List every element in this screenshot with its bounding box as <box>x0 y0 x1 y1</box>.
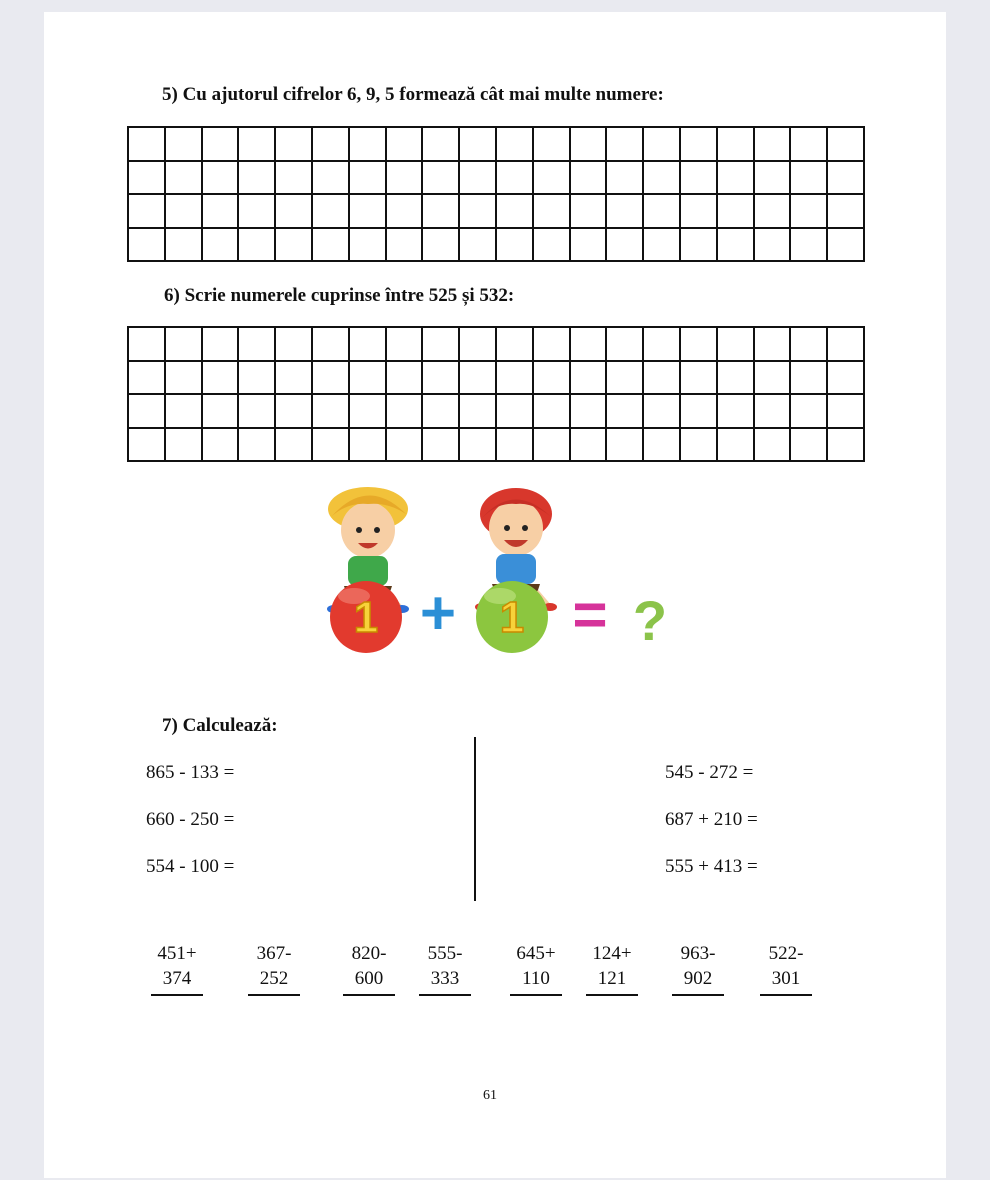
grid-cell <box>165 161 202 195</box>
grid-cell <box>349 327 386 361</box>
column-operation-8 <box>756 941 816 996</box>
grid-cell <box>386 228 423 262</box>
grid-cell <box>202 161 239 195</box>
grid-cell <box>459 394 496 428</box>
grid-cell <box>496 327 533 361</box>
grid-cell <box>717 228 754 262</box>
ball2-digit: 1 <box>499 593 525 642</box>
grid-cell <box>349 394 386 428</box>
grid-cell <box>202 228 239 262</box>
grid-cell <box>606 228 643 262</box>
grid-cell <box>422 327 459 361</box>
column-operation-7 <box>668 941 728 996</box>
grid-cell <box>422 394 459 428</box>
column-operation-6-bottom: 121 <box>597 968 627 989</box>
grid-cell <box>827 228 864 262</box>
column-operation-1-bottom: 374 <box>162 968 192 989</box>
grid-cell <box>165 327 202 361</box>
grid-cell <box>606 194 643 228</box>
grid-cell <box>275 327 312 361</box>
exercise-5-answer-grid <box>127 126 865 262</box>
grid-cell <box>202 127 239 161</box>
right-expression-2: 687 + 210 = <box>665 809 758 830</box>
column-operation-4 <box>415 941 475 996</box>
grid-cell <box>754 327 791 361</box>
grid-cell <box>275 161 312 195</box>
column-operation-2-top: 367- <box>256 943 292 964</box>
grid-cell <box>680 127 717 161</box>
exercise-7-title: 7) Calculează: <box>162 715 278 736</box>
grid-cell <box>275 194 312 228</box>
grid-cell <box>754 228 791 262</box>
grid-cell <box>570 327 607 361</box>
column-operation-6-line <box>586 994 638 996</box>
grid-cell <box>606 394 643 428</box>
grid-cell <box>238 161 275 195</box>
left-expression-1: 865 - 133 = <box>146 762 235 783</box>
grid-cell <box>238 428 275 462</box>
grid-cell <box>717 127 754 161</box>
grid-cell <box>790 327 827 361</box>
column-operation-3-bottom: 600 <box>354 968 384 989</box>
column-operation-1-top: 451+ <box>157 943 197 964</box>
grid-cell <box>827 127 864 161</box>
grid-row <box>128 228 864 262</box>
grid-cell <box>496 428 533 462</box>
grid-cell <box>128 127 165 161</box>
exercise-6-title: 6) Scrie numerele cuprinse între 525 și 532: <box>164 285 515 306</box>
grid-cell <box>643 428 680 462</box>
grid-cell <box>533 327 570 361</box>
grid-cell <box>459 228 496 262</box>
grid-cell <box>827 428 864 462</box>
grid-cell <box>643 194 680 228</box>
grid-cell <box>128 327 165 361</box>
grid-cell <box>312 428 349 462</box>
grid-cell <box>422 228 459 262</box>
grid-cell <box>349 161 386 195</box>
grid-cell <box>717 428 754 462</box>
grid-cell <box>165 428 202 462</box>
column-operation-8-top: 522- <box>768 943 804 964</box>
grid-cell <box>275 428 312 462</box>
grid-cell <box>386 327 423 361</box>
grid-cell <box>422 194 459 228</box>
grid-cell <box>128 361 165 395</box>
grid-cell <box>790 428 827 462</box>
column-operation-7-line <box>672 994 724 996</box>
grid-cell <box>386 394 423 428</box>
grid-cell <box>533 394 570 428</box>
grid-cell <box>128 194 165 228</box>
column-operation-3-line <box>343 994 395 996</box>
grid-cell <box>165 228 202 262</box>
grid-cell <box>754 127 791 161</box>
grid-cell <box>165 394 202 428</box>
grid-cell <box>717 161 754 195</box>
grid-cell <box>496 194 533 228</box>
grid-cell <box>680 327 717 361</box>
column-operation-5 <box>506 941 566 996</box>
column-operation-5-bottom: 110 <box>522 968 550 989</box>
grid-cell <box>533 361 570 395</box>
grid-row <box>128 194 864 228</box>
grid-cell <box>570 228 607 262</box>
grid-cell <box>680 194 717 228</box>
grid-cell <box>202 428 239 462</box>
grid-cell <box>459 327 496 361</box>
grid-cell <box>386 127 423 161</box>
grid-cell <box>386 428 423 462</box>
grid-cell <box>606 428 643 462</box>
grid-cell <box>680 161 717 195</box>
grid-cell <box>790 394 827 428</box>
grid-cell <box>754 394 791 428</box>
grid-cell <box>680 394 717 428</box>
grid-cell <box>827 194 864 228</box>
grid-cell <box>680 428 717 462</box>
grid-cell <box>606 161 643 195</box>
grid-cell <box>312 194 349 228</box>
page-number: 61 <box>483 1088 497 1103</box>
plus-sign-icon: + <box>419 579 457 648</box>
grid-cell <box>128 161 165 195</box>
column-operation-3-top: 820- <box>351 943 387 964</box>
column-operation-2-bottom: 252 <box>259 968 289 989</box>
column-operation-4-bottom: 333 <box>430 968 460 989</box>
left-expression-2: 660 - 250 = <box>146 809 235 830</box>
column-operation-7-bottom: 902 <box>683 968 713 989</box>
column-divider <box>474 737 476 901</box>
grid-cell <box>349 194 386 228</box>
grid-cell <box>459 161 496 195</box>
grid-cell <box>422 161 459 195</box>
grid-cell <box>422 428 459 462</box>
column-operation-5-top: 645+ <box>516 943 556 964</box>
grid-cell <box>717 361 754 395</box>
column-operation-6 <box>582 941 642 996</box>
grid-cell <box>643 327 680 361</box>
grid-cell <box>165 127 202 161</box>
grid-cell <box>570 161 607 195</box>
grid-cell <box>717 327 754 361</box>
grid-cell <box>459 428 496 462</box>
grid-cell <box>275 228 312 262</box>
ball1-digit: 1 <box>353 593 379 642</box>
column-operation-8-bottom: 301 <box>771 968 801 989</box>
grid-cell <box>717 194 754 228</box>
grid-cell <box>275 361 312 395</box>
grid-cell <box>422 361 459 395</box>
column-operation-4-top: 555- <box>427 943 463 964</box>
grid-cell <box>128 228 165 262</box>
grid-cell <box>533 127 570 161</box>
exercise-6-answer-grid <box>127 326 865 462</box>
grid-cell <box>459 361 496 395</box>
column-operation-7-top: 963- <box>680 943 716 964</box>
grid-cell <box>165 361 202 395</box>
column-operation-2 <box>244 941 304 996</box>
grid-cell <box>643 228 680 262</box>
grid-cell <box>128 394 165 428</box>
grid-cell <box>643 161 680 195</box>
grid-cell <box>643 361 680 395</box>
grid-cell <box>312 228 349 262</box>
grid-cell <box>202 361 239 395</box>
grid-cell <box>349 228 386 262</box>
grid-cell <box>202 194 239 228</box>
grid-cell <box>312 361 349 395</box>
grid-row <box>128 161 864 195</box>
grid-cell <box>570 428 607 462</box>
grid-cell <box>570 194 607 228</box>
right-expression-1: 545 - 272 = <box>665 762 754 783</box>
grid-cell <box>349 127 386 161</box>
grid-cell <box>754 161 791 195</box>
grid-cell <box>606 127 643 161</box>
column-operation-3 <box>339 941 399 996</box>
grid-cell <box>827 327 864 361</box>
grid-row <box>128 327 864 361</box>
grid-cell <box>165 194 202 228</box>
grid-cell <box>496 228 533 262</box>
grid-cell <box>717 394 754 428</box>
grid-cell <box>128 428 165 462</box>
grid-cell <box>349 428 386 462</box>
question-mark-icon: ? <box>632 589 668 652</box>
grid-row <box>128 361 864 395</box>
column-operation-6-top: 124+ <box>592 943 632 964</box>
grid-cell <box>496 127 533 161</box>
left-expression-3: 554 - 100 = <box>146 856 235 877</box>
grid-cell <box>790 127 827 161</box>
grid-cell <box>643 127 680 161</box>
grid-cell <box>533 161 570 195</box>
grid-cell <box>570 127 607 161</box>
grid-cell <box>238 394 275 428</box>
grid-cell <box>570 361 607 395</box>
grid-cell <box>312 327 349 361</box>
grid-row <box>128 394 864 428</box>
grid-cell <box>680 228 717 262</box>
kids-addition-illustration <box>318 482 678 657</box>
grid-cell <box>790 361 827 395</box>
grid-cell <box>275 127 312 161</box>
grid-cell <box>275 394 312 428</box>
grid-cell <box>496 394 533 428</box>
grid-cell <box>312 394 349 428</box>
grid-cell <box>827 394 864 428</box>
grid-cell <box>238 228 275 262</box>
grid-cell <box>533 428 570 462</box>
grid-cell <box>533 194 570 228</box>
column-operation-5-line <box>510 994 562 996</box>
grid-cell <box>680 361 717 395</box>
grid-cell <box>238 194 275 228</box>
grid-cell <box>459 194 496 228</box>
column-operation-1 <box>147 941 207 996</box>
grid-cell <box>570 394 607 428</box>
grid-cell <box>533 228 570 262</box>
column-operation-4-line <box>419 994 471 996</box>
grid-row <box>128 127 864 161</box>
exercise-5-title: 5) Cu ajutorul cifrelor 6, 9, 5 formează cât mai multe numere: <box>162 84 664 105</box>
grid-cell <box>754 428 791 462</box>
grid-row <box>128 428 864 462</box>
grid-cell <box>238 127 275 161</box>
grid-cell <box>312 161 349 195</box>
grid-cell <box>790 161 827 195</box>
grid-cell <box>827 161 864 195</box>
grid-cell <box>386 361 423 395</box>
grid-cell <box>386 161 423 195</box>
grid-cell <box>202 394 239 428</box>
grid-cell <box>312 127 349 161</box>
grid-cell <box>422 127 459 161</box>
grid-cell <box>386 194 423 228</box>
grid-cell <box>754 361 791 395</box>
grid-cell <box>496 161 533 195</box>
grid-cell <box>238 327 275 361</box>
grid-cell <box>790 228 827 262</box>
grid-cell <box>643 394 680 428</box>
grid-cell <box>238 361 275 395</box>
grid-cell <box>754 194 791 228</box>
equals-sign-icon: = <box>572 581 608 648</box>
grid-cell <box>202 327 239 361</box>
column-operation-2-line <box>248 994 300 996</box>
grid-cell <box>606 361 643 395</box>
grid-cell <box>349 361 386 395</box>
right-expression-3: 555 + 413 = <box>665 856 758 877</box>
grid-cell <box>459 127 496 161</box>
column-operation-1-line <box>151 994 203 996</box>
grid-cell <box>790 194 827 228</box>
grid-cell <box>827 361 864 395</box>
column-operation-8-line <box>760 994 812 996</box>
grid-cell <box>496 361 533 395</box>
grid-cell <box>606 327 643 361</box>
